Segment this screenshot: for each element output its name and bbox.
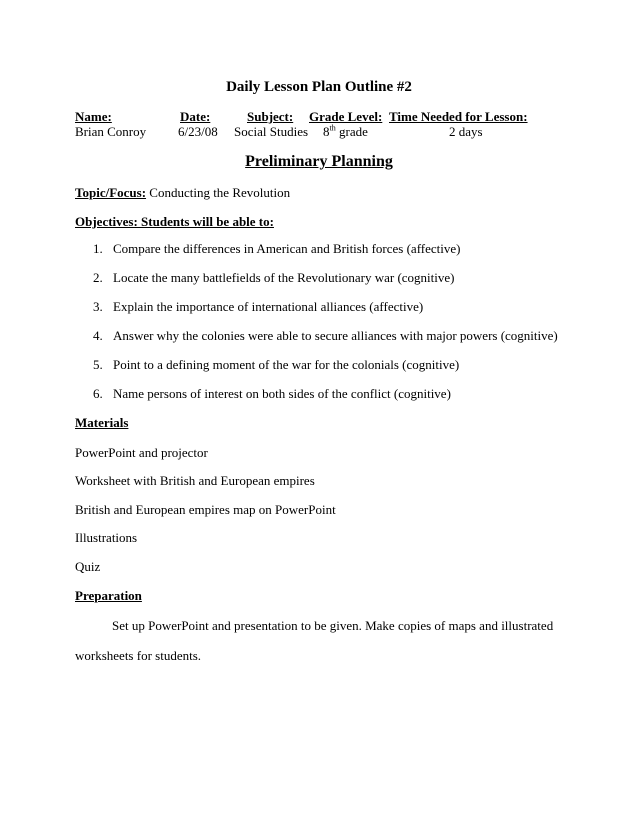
objective-text: Explain the importance of international alliances (affective) <box>113 299 424 314</box>
name-label: Name: <box>75 109 112 124</box>
grade-suffix: th <box>329 123 336 133</box>
grade-word: grade <box>335 124 368 139</box>
objective-number: 5. <box>93 357 103 372</box>
topic-line <box>75 185 290 201</box>
material-item: Illustrations <box>75 530 138 545</box>
objective-text: Name persons of interest on both sides of the conflict (cognitive) <box>113 386 451 401</box>
material-item: Worksheet with British and European empires <box>75 473 315 488</box>
document-title: Daily Lesson Plan Outline #2 <box>226 79 412 95</box>
objective-number: 1. <box>93 241 103 256</box>
objective-text: Locate the many battlefields of the Revolutionary war (cognitive) <box>113 270 455 285</box>
material-item: Quiz <box>75 559 101 574</box>
grade-level-value <box>323 124 368 140</box>
objective-number: 3. <box>93 299 103 314</box>
material-item: British and European empires map on PowerPoint <box>75 502 336 517</box>
objective-text: Answer why the colonies were able to secure alliances with major powers (cognitive) <box>113 328 558 343</box>
preparation-heading: Preparation <box>75 588 142 603</box>
objective-number: 2. <box>93 270 103 285</box>
topic-value: Conducting the Revolution <box>146 185 291 200</box>
date-label: Date: <box>180 109 211 124</box>
grade-number: 8 <box>323 124 330 139</box>
objectives-label: Objectives: Students will be able to: <box>75 214 274 229</box>
subject-label: Subject: <box>247 109 294 124</box>
topic-label: Topic/Focus: <box>75 185 147 200</box>
name-value: Brian Conroy <box>75 124 147 139</box>
subject-value: Social Studies <box>234 124 309 139</box>
preparation-line-2: worksheets for students. <box>75 648 202 663</box>
materials-heading: Materials <box>75 415 129 430</box>
time-needed-label: Time Needed for Lesson: <box>389 109 528 124</box>
material-item: PowerPoint and projector <box>75 445 208 460</box>
objective-text: Compare the differences in American and British forces (affective) <box>113 241 461 256</box>
date-value: 6/23/08 <box>178 124 218 139</box>
objective-number: 4. <box>93 328 103 343</box>
objective-number: 6. <box>93 386 103 401</box>
grade-level-label: Grade Level: <box>309 109 383 124</box>
objective-text: Point to a defining moment of the war for the colonials (cognitive) <box>113 357 460 372</box>
section-title-preliminary-planning: Preliminary Planning <box>245 153 393 170</box>
preparation-line-1: Set up PowerPoint and presentation to be given. Make copies of maps and illustrated <box>112 618 554 633</box>
time-needed-value: 2 days <box>449 124 483 139</box>
